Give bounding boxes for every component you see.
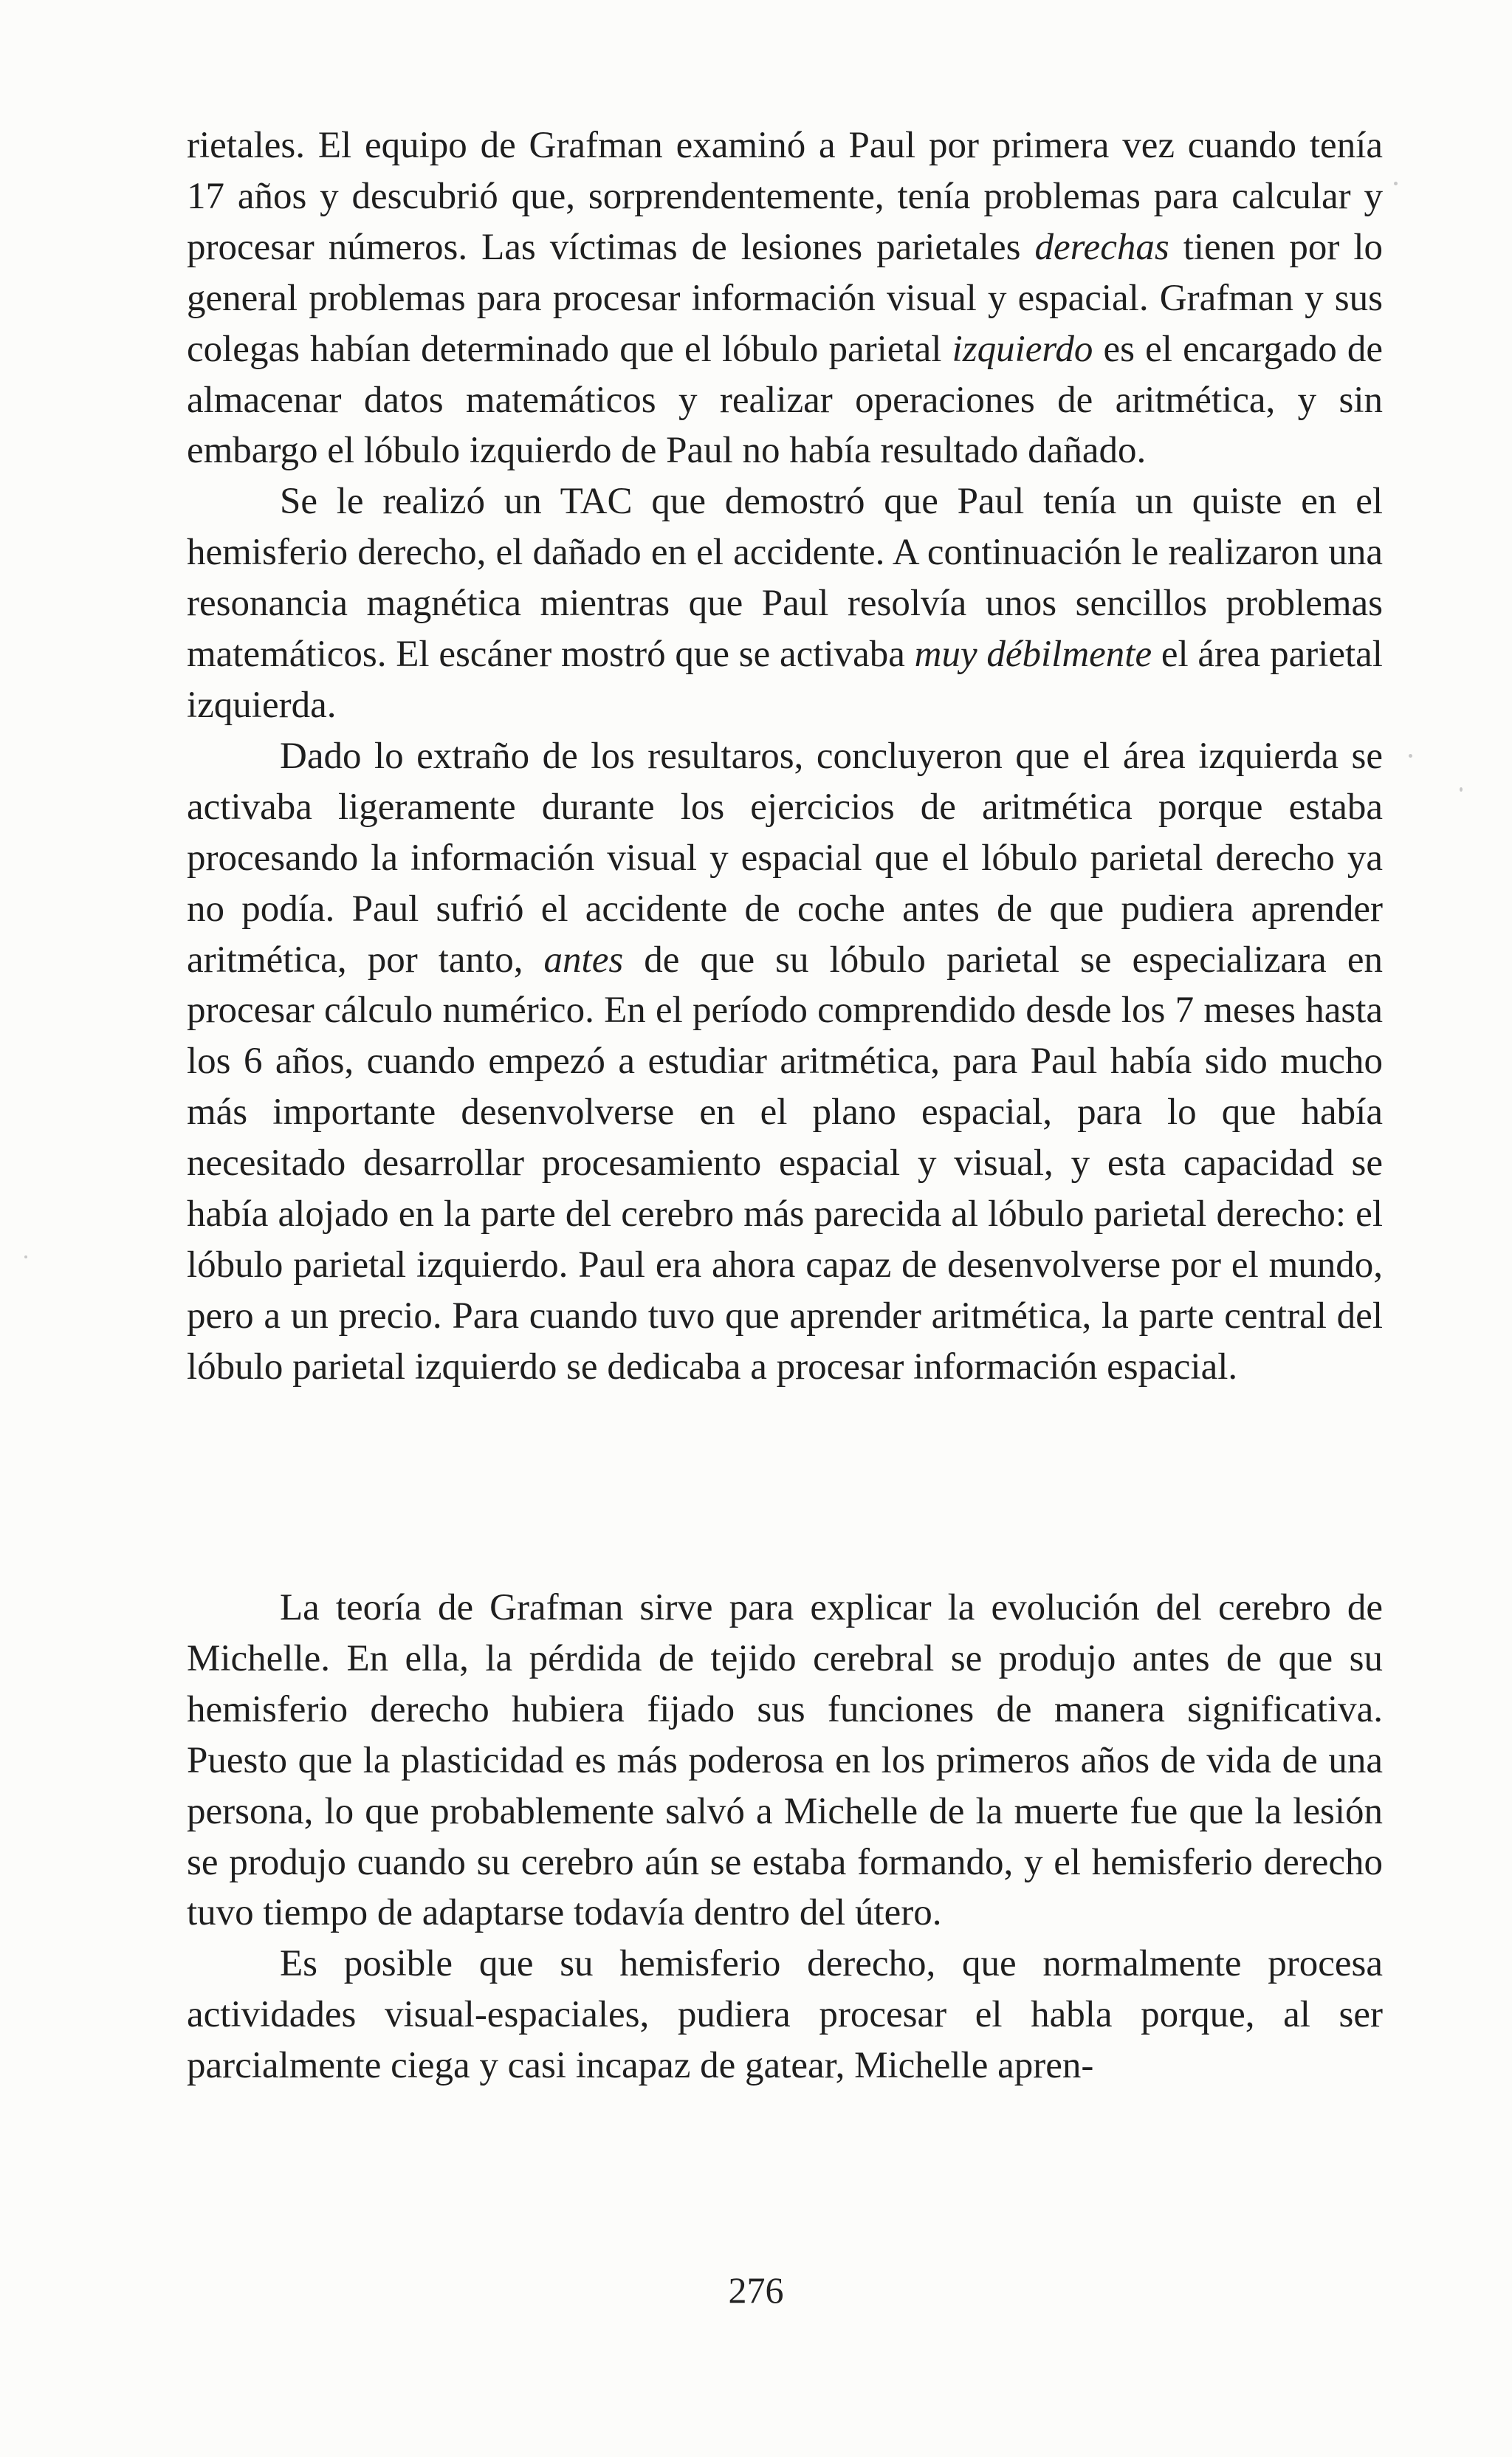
paragraph	[187, 476, 1383, 731]
text-run: rietales. El equipo de Grafman examinó a Paul por primera vez cuando tenía 17 años y descubrió que, sorprendentemente, tenía problemas para calcular y procesar números. Las víctimas de lesiones parietales	[187, 125, 1383, 268]
text-run: el área parietal izquierda.	[187, 634, 1383, 726]
scan-speck	[24, 1255, 27, 1258]
scan-speck	[1409, 754, 1412, 758]
paragraph	[187, 1583, 1383, 1939]
page-number: 276	[728, 2269, 784, 2311]
text-run: Es posible que su hemisferio derecho, que normalmente procesa actividades visual-espaciales, pudiera procesar el habla porque, al ser parcialmente ciega y casi incapaz de gatear, Michelle apren-	[187, 1943, 1383, 2087]
scan-speck	[1394, 182, 1398, 185]
paragraph	[187, 120, 1383, 476]
text-section-1	[187, 120, 1383, 1393]
paragraph	[187, 731, 1383, 1393]
text-run: de que su lóbulo parietal se especializara en procesar cálculo numérico. En el período comprendido desde los 7 meses hasta los 6 años, cuando empezó a estudiar aritmética, para Paul había sido mucho más importante desenvolverse en el plano espacial, para lo que había necesitado desarrollar procesamiento espacial y visual, y esta capacidad se había alojado en la parte del cerebro más parecida al lóbulo parietal derecho: el lóbulo parietal izquierdo. Paul era ahora capaz de desenvolverse por el mundo, pero a un precio. Para cuando tuvo que aprender aritmética, la parte central del lóbulo parietal izquierdo se dedicaba a procesar información espacial.	[187, 939, 1383, 1388]
text-section-2	[187, 1583, 1383, 2091]
emphasized-text: muy débilmente	[914, 634, 1152, 676]
text-run: Dado lo extraño de los resultaros, concluyeron que el área izquierda se activaba ligeramente durante los ejercicios de aritmética porque estaba procesando la información visual y espacial que el lóbulo parietal derecho ya no podía. Paul sufrió el accidente de coche antes de que pudiera aprender aritmética, por tanto,	[187, 735, 1383, 981]
text-run: tienen por lo general problemas para procesar información visual y espacial. Grafman y sus colegas habían determinado que el lóbulo parietal	[187, 226, 1383, 370]
scan-speck	[1460, 787, 1463, 792]
emphasized-text: antes	[543, 939, 624, 981]
paragraph	[187, 1939, 1383, 2091]
text-run: Se le realizó un TAC que demostró que Paul tenía un quiste en el hemisferio derecho, el dañado en el accidente. A continuación le realizaron una resonancia magnética mientras que Paul resolvía unos sencillos problemas matemáticos. El escáner mostró que se activaba	[187, 481, 1383, 676]
text-run: es el encargado de almacenar datos matemáticos y realizar operaciones de aritmética, y sin embargo el lóbulo izquierdo de Paul no había resultado dañado.	[187, 328, 1383, 472]
emphasized-text: derechas	[1034, 226, 1169, 268]
text-run: La teoría de Grafman sirve para explicar la evolución del cerebro de Michelle. En ella, la pérdida de tejido cerebral se produjo antes de que su hemisferio derecho hubiera fijado sus funciones de manera significativa. Puesto que la plasticidad es más poderosa en los primeros años de vida de una persona, lo que probablemente salvó a Michelle de la muerte fue que la lesión se produjo cuando su cerebro aún se estaba formando, y el hemisferio derecho tuvo tiempo de adaptarse todavía dentro del útero.	[187, 1587, 1383, 1934]
emphasized-text: izquierdo	[952, 328, 1093, 370]
